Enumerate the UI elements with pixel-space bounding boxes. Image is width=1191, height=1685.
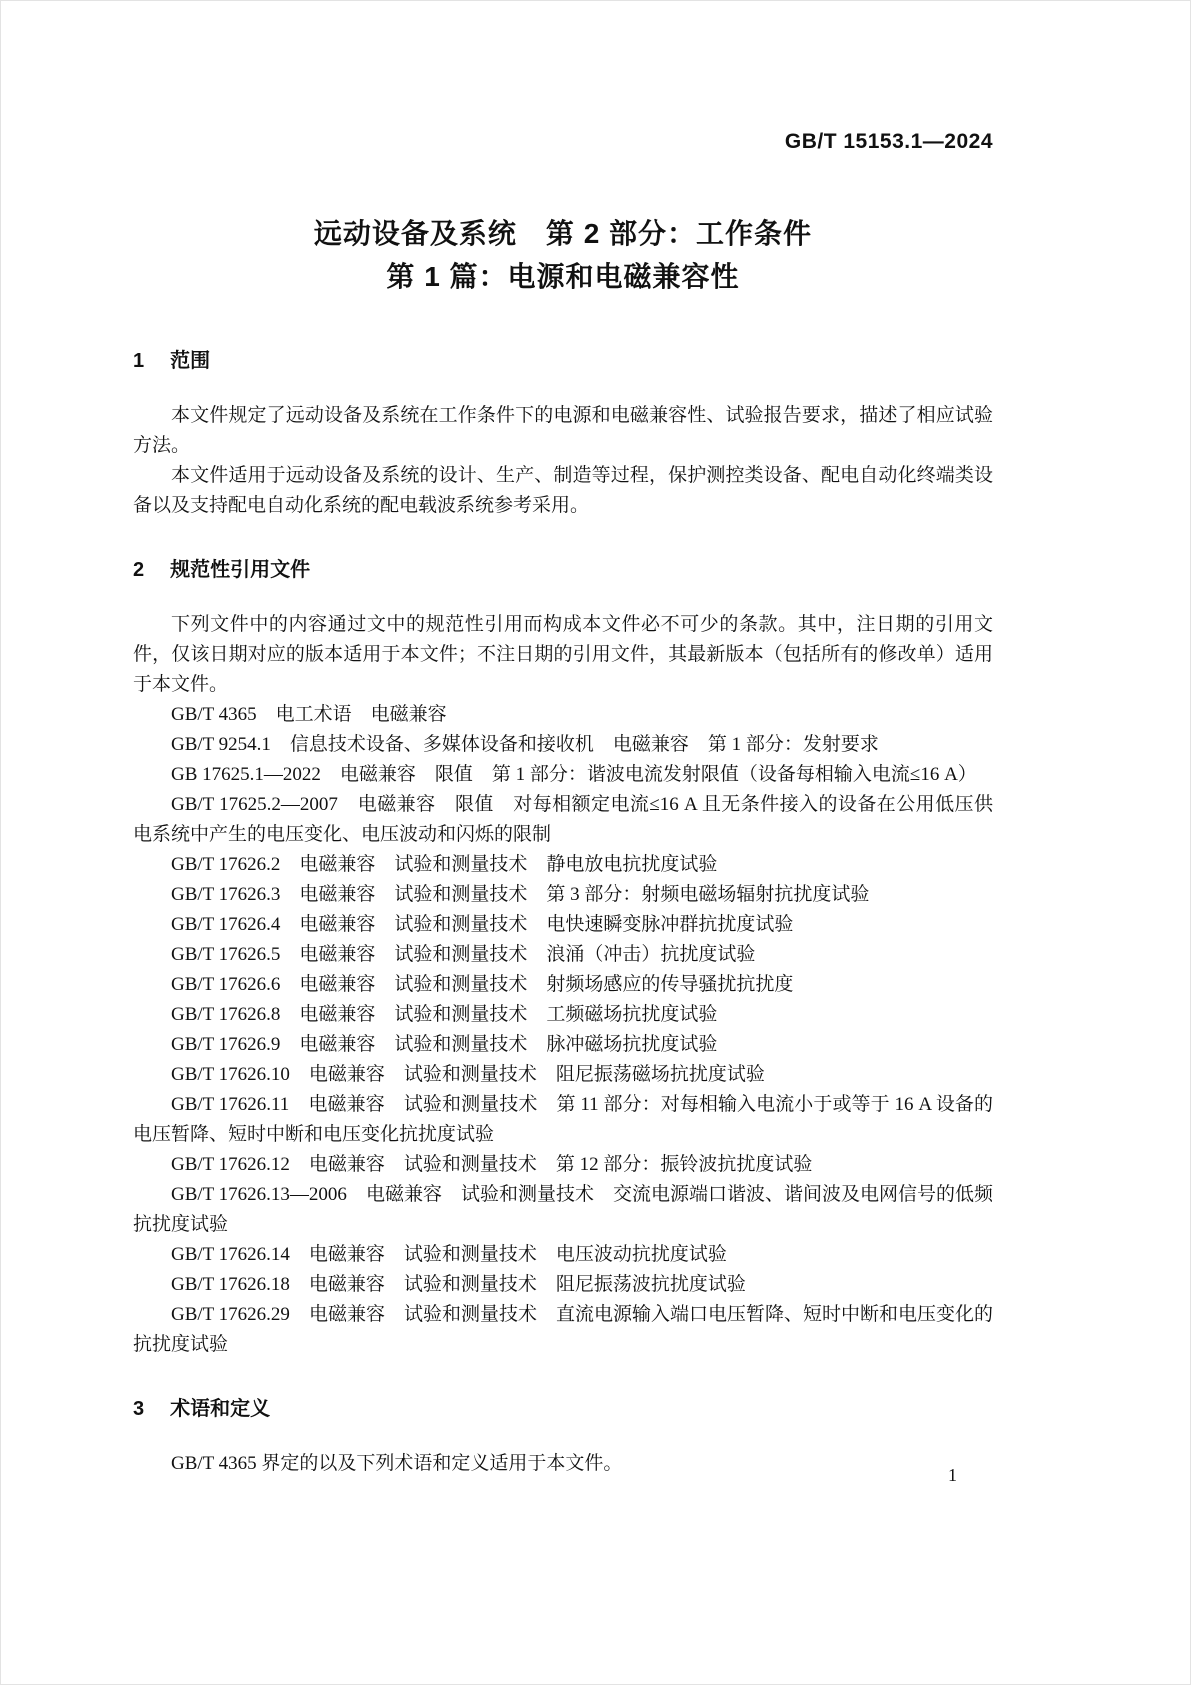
reference-item: GB/T 17625.2—2007 电磁兼容 限值 对每相额定电流≤16 A 且无条件接入的设备在公用低压供电系统中产生的电压变化、电压波动和闪烁的限制 — [133, 794, 993, 845]
section-2-intro-paragraph: 下列文件中的内容通过文中的规范性引用而构成本文件必不可少的条款。其中，注日期的引用文件，仅该日期对应的版本适用于本文件；不注日期的引用文件，其最新版本（包括所有的修改单）适用于本文件。 — [133, 614, 993, 695]
reference-item: GB/T 17626.6 电磁兼容 试验和测量技术 射频场感应的传导骚扰抗扰度 — [171, 974, 794, 995]
section-1-heading — [133, 348, 993, 375]
reference-item: GB/T 9254.1 信息技术设备、多媒体设备和接收机 电磁兼容 第 1 部分：发射要求 — [171, 734, 879, 755]
document-title — [133, 212, 993, 298]
reference-item: GB/T 17626.2 电磁兼容 试验和测量技术 静电放电抗扰度试验 — [171, 854, 718, 875]
reference-item: GB/T 17626.3 电磁兼容 试验和测量技术 第 3 部分：射频电磁场辐射抗扰度试验 — [171, 884, 870, 905]
page-content — [133, 0, 993, 1479]
section-1-number: 1 — [133, 350, 145, 372]
reference-item: GB/T 17626.29 电磁兼容 试验和测量技术 直流电源输入端口电压暂降、短时中断和电压变化的抗扰度试验 — [133, 1304, 993, 1355]
section-1-paragraph-1: 本文件规定了远动设备及系统在工作条件下的电源和电磁兼容性、试验报告要求，描述了相应试验方法。 — [133, 405, 993, 456]
section-2-number: 2 — [133, 559, 145, 581]
section-2-heading — [133, 557, 993, 584]
references-list — [133, 700, 993, 1360]
section-3-paragraph-1: GB/T 4365 界定的以及下列术语和定义适用于本文件。 — [171, 1453, 623, 1474]
reference-item: GB/T 17626.10 电磁兼容 试验和测量技术 阻尼振荡磁场抗扰度试验 — [171, 1064, 765, 1085]
section-3-number: 3 — [133, 1398, 145, 1420]
reference-item: GB/T 17626.9 电磁兼容 试验和测量技术 脉冲磁场抗扰度试验 — [171, 1034, 718, 1055]
reference-item: GB/T 17626.11 电磁兼容 试验和测量技术 第 11 部分：对每相输入电流小于或等于 16 A 设备的电压暂降、短时中断和电压变化抗扰度试验 — [133, 1094, 993, 1145]
reference-item: GB/T 17626.5 电磁兼容 试验和测量技术 浪涌（冲击）抗扰度试验 — [171, 944, 756, 965]
section-1-title: 范围 — [170, 350, 211, 372]
reference-item: GB/T 17626.14 电磁兼容 试验和测量技术 电压波动抗扰度试验 — [171, 1244, 727, 1265]
reference-item: GB/T 17626.12 电磁兼容 试验和测量技术 第 12 部分：振铃波抗扰度试验 — [171, 1154, 813, 1175]
page-number: 1 — [948, 1465, 957, 1485]
section-3-heading — [133, 1396, 993, 1423]
reference-item: GB/T 17626.4 电磁兼容 试验和测量技术 电快速瞬变脉冲群抗扰度试验 — [171, 914, 794, 935]
document-title-line1: 远动设备及系统 第 2 部分：工作条件 — [313, 218, 813, 249]
section-1-paragraph-2: 本文件适用于远动设备及系统的设计、生产、制造等过程，保护测控类设备、配电自动化终端类设备以及支持配电自动化系统的配电载波系统参考采用。 — [133, 465, 993, 516]
reference-item: GB/T 17626.8 电磁兼容 试验和测量技术 工频磁场抗扰度试验 — [171, 1004, 718, 1025]
document-title-line2: 第 1 篇：电源和电磁兼容性 — [386, 261, 740, 292]
section-3-title: 术语和定义 — [170, 1398, 271, 1420]
standard-number: GB/T 15153.1—2024 — [784, 130, 993, 153]
section-2-title: 规范性引用文件 — [170, 559, 311, 581]
reference-item: GB/T 17626.18 电磁兼容 试验和测量技术 阻尼振荡波抗扰度试验 — [171, 1274, 746, 1295]
reference-item: GB 17625.1—2022 电磁兼容 限值 第 1 部分：谐波电流发射限值（设备每相输入电流≤16 A） — [171, 764, 977, 785]
reference-item: GB/T 4365 电工术语 电磁兼容 — [171, 704, 447, 725]
reference-item: GB/T 17626.13—2006 电磁兼容 试验和测量技术 交流电源端口谐波、谐间波及电网信号的低频抗扰度试验 — [133, 1184, 993, 1235]
